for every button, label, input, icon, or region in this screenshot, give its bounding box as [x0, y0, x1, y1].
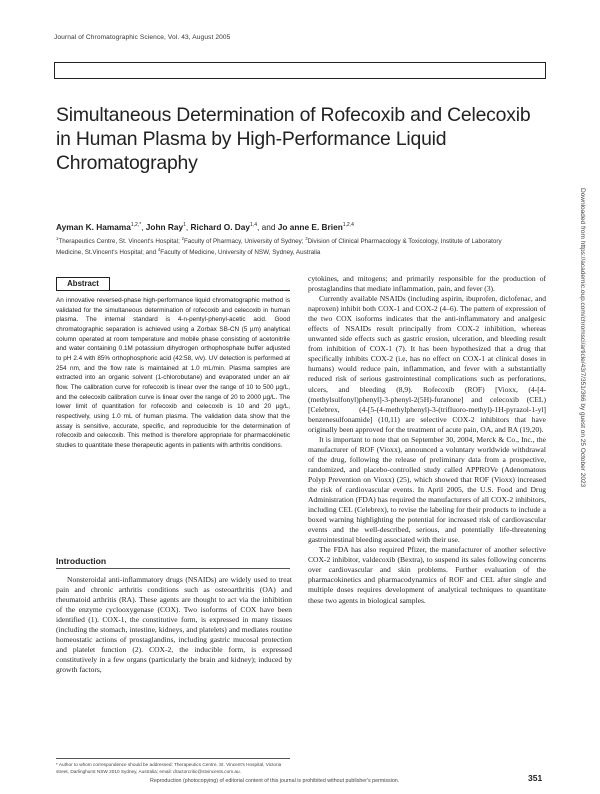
intro-paragraph: cytokines, and mitogens; and primarily responsible for the production of prostaglandins that mediate inflammation, pain, and fever (3).	[308, 274, 546, 294]
article-title: Simultaneous Determination of Rofecoxib and Celecoxib in Human Plasma by High-Performance Liquid Chromatography	[56, 104, 531, 174]
author-name: Jo anne E. Brien	[277, 222, 343, 232]
abstract-text: An innovative reversed-phase high-performance liquid chromatographic method is validated for the simultaneous determination of rofecoxib and celecoxib in human plasma. The internal standard is 4-n-pentyl-phenyl-acetic acid. Good chromatographic separation is achieved using a Zorbax SB-CN (5 µm) analytical column operated at room temperature and mobile phase consisting of acetonitrile and water containing 0.1M potassium dihydrogen orthophosphate buffer adjusted to pH 2.4 with 85% orthophosphoric acid (42:58, v/v). UV detection is performed at 254 nm, and the flow rate is maintained at 1.0 mL/min. Plasma samples are extracted into an organic solvent (1-chlorobutane) and evaporated under an air flow. The calibration curve for rofecoxib is linear over the range of 10 to 500 µg/L, and the celecoxib calibration curve is linear over the range of 20 to 2000 µg/L. The lower limit of quantitation for rofecoxib and celecoxib is 10 and 20 µg/L, respectively, using 1.0 mL of human plasma. The validation data show that the assay is sensitive, accurate, specific, and reproducible for the determination of rofecoxib and celecoxib. This method is therefore appropriate for pharmacokinetic studies to quantitate these therapeutic agents in patients with arthritis conditions.	[56, 297, 290, 449]
author-name: Richard O. Day	[190, 222, 251, 232]
header-box	[54, 62, 546, 79]
author-name: Ayman K. Hamama	[56, 222, 131, 232]
page-number: 351	[528, 773, 543, 783]
download-note[interactable]: Downloaded from https://academic.oup.com/chromsci/article/43/7/351/366 by guest on 25 October 2023	[579, 188, 586, 488]
affiliations: $^1$Therapeutics Centre, St. Vincent's Hospital; $^2$Faculty of Pharmacy, University of Sydney; $^3$Division of Clinical Pharmacology & Toxicology, Institute of Laboratory Medicine, St.Vincent's Hospital; and $^4$Faculty of Medicine, University of NSW, Sydney, Australia	[56, 235, 502, 256]
abstract-heading: Abstract	[56, 277, 110, 291]
correspondence-footnote: * Author to whom correspondence should be addressed: Therapeutics Centre, St. Vincent's Hospital, Victoria street, Darlinghurst NSW 2010 Sydney, Australia; email: dractorcritic@stvincents.com.au.	[56, 762, 282, 774]
footnote-rule	[56, 758, 290, 759]
download-sidebar	[576, 188, 586, 628]
author-list: Ayman K. Hamama$^{1,2,*}$, John Ray$^1$, Richard O. Day$^{1,4}$, and Jo anne E. Brien$^{1,2,4}$	[56, 222, 354, 232]
intro-paragraph: It is important to note that on September 30, 2004, Merck & Co., Inc., the manufacturer of ROF (Vioxx), announced a voluntary worldwide withdrawal of the drug, following the release of preliminary data from a prospective, randomized, and placebo-controlled study called APPROVe (Adenomatous Polyp Prevention on Vioxx) (25), which showed that ROF (Vioxx) increased the risk of cardiovascular events. In April 2005, the U.S. Food and Drug Administration (FDA) has required the manufacturers of all COX-2 inhibitors, including CEL (Celebrex), to revise the labeling for their products to include a boxed warning highlighting the potential for increased risk of cardiovascular events and the well-described, serious, and potentially life-threatening gastrointestinal bleeding associated with their use.	[308, 434, 546, 545]
abstract-rule	[110, 290, 290, 291]
author-name: John Ray	[145, 222, 184, 232]
intro-right-column	[308, 274, 546, 606]
intro-paragraph: The FDA has also required Pfizer, the manufacturer of another selective COX-2 inhibitor, valdecoxib (Bextra), to suspend its sales following concerns over cardiovascular and skin problems. Further evaluation of the pharmacokinetics and pharmacodynamics of ROF and CEL after single and multiple doses requires development of analytical techniques to quantitate these two agents in biological samples.	[308, 545, 546, 605]
intro-left-column	[56, 575, 292, 675]
section-rule	[56, 568, 290, 569]
introduction-heading: Introduction	[56, 556, 107, 566]
intro-paragraph: Nonsteroidal anti-inflammatory drugs (NSAIDs) are widely used to treat pain and chronic arthritis conditions such as osteoarthritis (OA) and rheumatoid arthritis (RA). These agents are thought to act via the inhibition of the enzyme cyclooxygenase (COX). Two isoforms of COX have been identified (1). COX-1, the constitutive form, is expressed in many tissues (including the stomach, intestine, kidneys, and platelets) and mediates routine homeostatic actions of prostaglandins, including gastric mucosal protection and platelet function (2). COX-2, the inducible form, is expressed constitutively in a few organs (particularly the brain and kidney); induced by growth factors,	[56, 575, 292, 675]
journal-header: Journal of Chromatographic Science, Vol. 43, August 2005	[54, 34, 231, 41]
intro-paragraph: Currently available NSAIDs (including aspirin, ibuprofen, diclofenac, and naproxen) inhibit both COX-1 and COX-2 (4–6). The pattern of expression of the two COX isoforms indicates that the anti-inflammatory and analgesic effects of NSAIDs result principally from COX-2 inhibition, whereas unwanted side effects such as gastric erosion, ulceration, and bleeding result from inhibition of COX-1 (7). It has been hypothesized that a drug that specifically inhibits COX-2 (i.e, has no effect on COX-1 at clinical doses in humans) would reduce pain, inflammation, and fever with a substantially reduced risk of serious gastrointestinal complications such as perforations, ulcers, and bleeding (8,9). Rofecoxib (ROF) [Vioxx, (4-[4-(methylsulfonyl)phenyl]-3-phenyl-2(5H)-furanone] and celecoxib (CEL) [Celebrex, (4-[5-(4-methylphenyl)-3-(trifluoro-methyl)-1H-pyrazol-1-yl] benzenesulfonamide] (10,11) are selective COX-2 inhibitors that have originally been approved for the treatment of acute pain, OA, and RA (19,20).	[308, 294, 546, 434]
reproduction-notice: Reproduction (photocopying) of editorial content of this journal is prohibited without publisher's permission.	[150, 778, 400, 784]
